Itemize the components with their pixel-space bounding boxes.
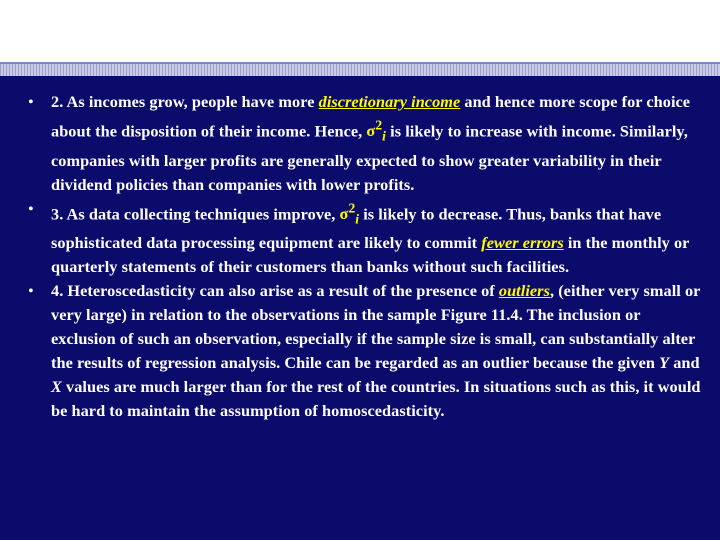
sigma-superscript: 2	[375, 118, 383, 133]
variable-y: Y	[659, 353, 670, 373]
sigma-symbol	[339, 200, 360, 227]
variable-x: X	[51, 377, 62, 397]
bullet-dot-icon: •	[28, 92, 34, 111]
content-area	[0, 76, 720, 540]
title-area	[0, 0, 720, 62]
sigma-letter: σ	[339, 204, 349, 224]
text-run: 2. As incomes grow, people have more	[51, 92, 319, 111]
highlight-discretionary-income: discretionary income	[318, 92, 461, 111]
bullet-list	[28, 90, 706, 423]
text-run: is likely to increase with income. Similarly, companies with larger profits are generally expected to show greater variability in their dividend policies than companies with lower profits.	[51, 121, 688, 194]
text-run: values are much larger than for the rest of the countries. In situations such as this, it would be hard to maintain the assumption of homoscedasticity.	[51, 377, 701, 421]
text-run: 3. As data collecting techniques improve,	[51, 204, 340, 224]
highlight-fewer-errors: fewer errors	[481, 233, 564, 253]
text-run: is likely to decrease. Thus, banks that have sophisticated data processing equipment are likely to commit	[51, 204, 662, 253]
bullet-item-income	[28, 90, 706, 197]
text-run: in the monthly or quarterly statements of their customers than banks without such facilities.	[51, 233, 690, 277]
text-run: and	[669, 353, 700, 373]
text-run: and hence more scope for choice about the disposition of their income. Hence,	[51, 92, 691, 141]
highlight-outliers: outliers	[498, 281, 550, 301]
sigma-letter: σ	[366, 121, 376, 141]
text-run: , (either very small or very large) in relation to the observations in the sample Figure 11.4. The inclusion or exclusion of such an observation, especially if the sample size is small, can substantially alter the results of regression analysis. Chile can be regarded as an outlier because the given	[51, 281, 701, 373]
sigma-symbol	[366, 118, 386, 144]
bullet-dot-icon: •	[28, 281, 34, 301]
sigma-superscript: 2	[348, 200, 356, 216]
sigma-subscript: i	[382, 128, 386, 144]
sigma-subscript: i	[355, 211, 360, 227]
text-run: 4. Heteroscedasticity can also arise as a result of the presence of	[51, 281, 499, 301]
bullet-item-data-collection	[28, 197, 706, 280]
decorative-stripe-band	[0, 62, 720, 76]
bullet-item-outliers	[28, 279, 706, 423]
bullet-dot-icon: •	[28, 198, 34, 218]
